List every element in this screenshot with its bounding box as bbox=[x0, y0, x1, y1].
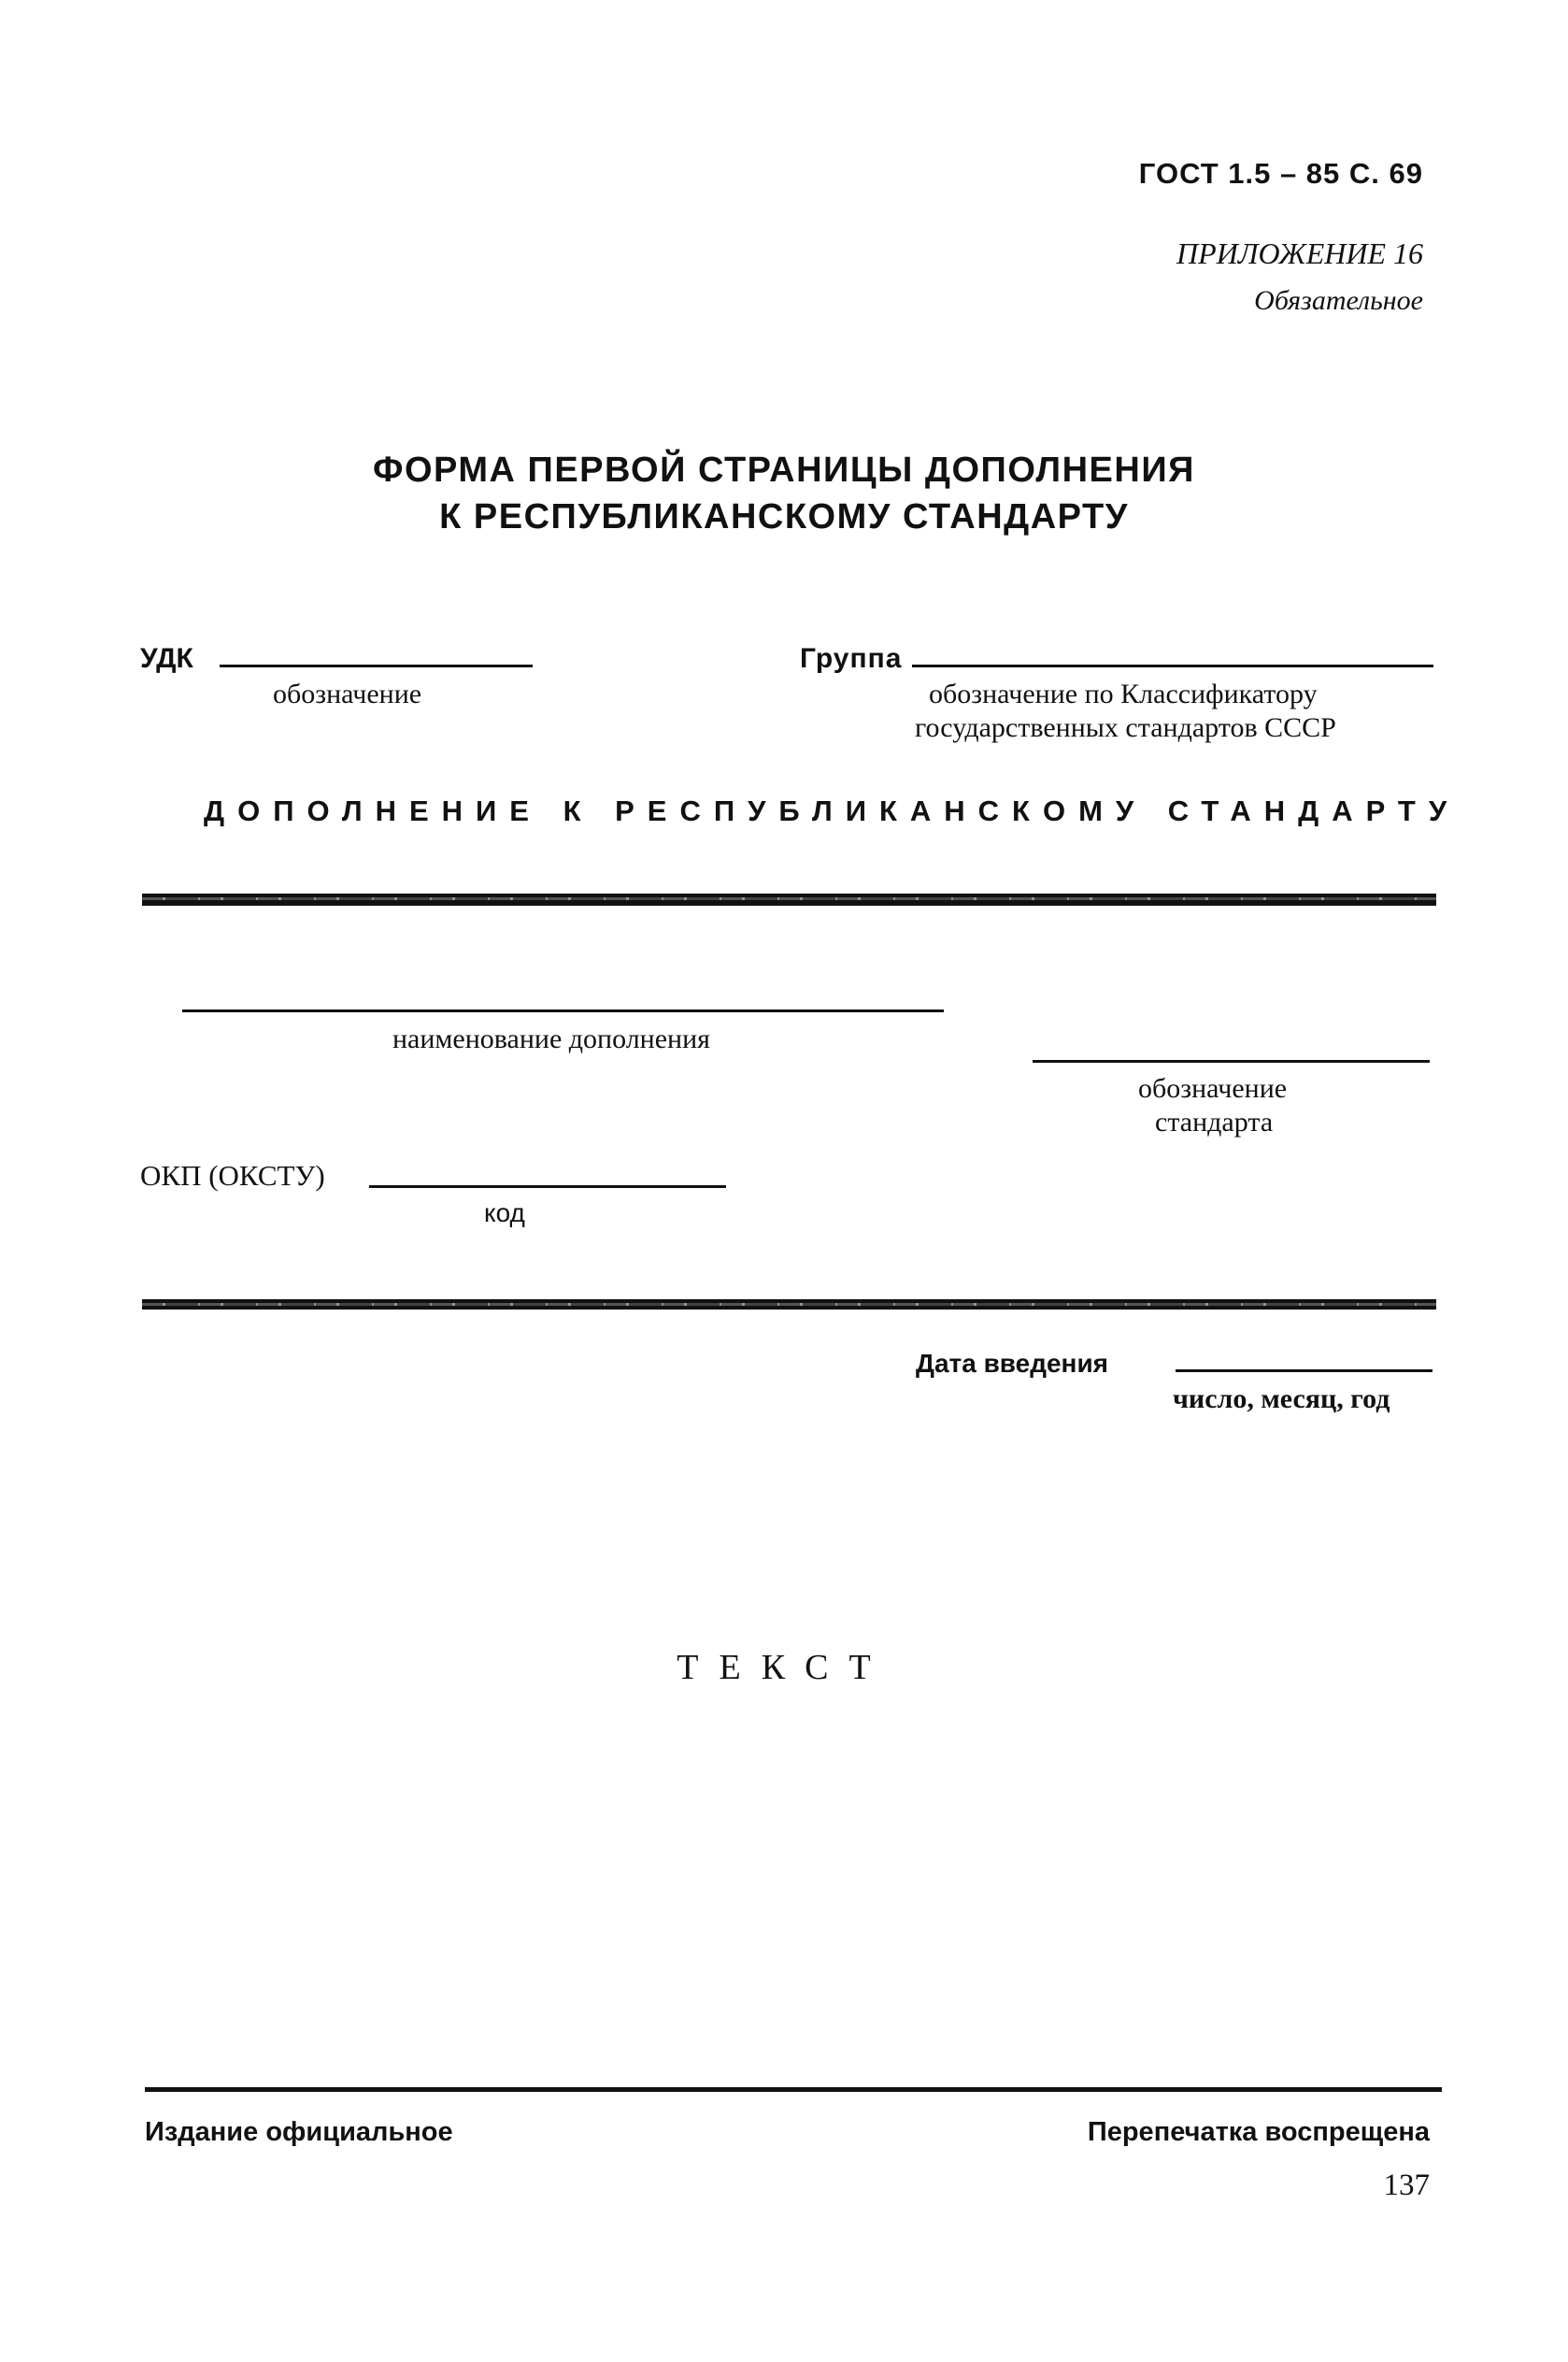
group-label: Группа bbox=[800, 643, 903, 674]
udk-field-line bbox=[220, 665, 533, 667]
page-number: 137 bbox=[1383, 2169, 1430, 2202]
thick-divider-top bbox=[142, 894, 1436, 906]
supplement-heading: ДОПОЛНЕНИЕ К РЕСПУБЛИКАНСКОМУ СТАНДАРТУ bbox=[204, 794, 1461, 827]
body-text-placeholder: ТЕКСТ bbox=[677, 1648, 891, 1687]
okp-field-line bbox=[369, 1185, 726, 1188]
udk-caption: обозначение bbox=[273, 679, 422, 709]
standard-designation-field-line bbox=[1033, 1060, 1430, 1063]
group-caption-line-2: государственных стандартов СССР bbox=[915, 712, 1336, 743]
okp-caption: код bbox=[484, 1198, 525, 1227]
standard-designation-caption-line-1: обозначение bbox=[1138, 1073, 1288, 1104]
effective-date-label: Дата введения bbox=[916, 1349, 1109, 1378]
standard-designation-caption-line-2: стандарта bbox=[1155, 1107, 1274, 1138]
group-field-line bbox=[912, 665, 1433, 667]
okp-label: ОКП (ОКСТУ) bbox=[140, 1159, 325, 1192]
footer-official-edition: Издание официальное bbox=[145, 2117, 453, 2147]
footer-reprint-prohibited: Перепечатка воспрещена bbox=[1087, 2117, 1430, 2147]
appendix-number: ПРИЛОЖЕНИЕ 16 bbox=[1176, 236, 1423, 270]
page-title-line-1: ФОРМА ПЕРВОЙ СТРАНИЦЫ ДОПОЛНЕНИЯ bbox=[373, 451, 1195, 490]
supplement-name-caption: наименование дополнения bbox=[392, 1024, 710, 1054]
page-title-line-2: К РЕСПУБЛИКАНСКОМУ СТАНДАРТУ bbox=[439, 497, 1129, 537]
footer-divider bbox=[145, 2087, 1442, 2092]
gost-reference: ГОСТ 1.5 – 85 С. 69 bbox=[1138, 157, 1423, 190]
effective-date-caption: число, месяц, год bbox=[1173, 1383, 1390, 1414]
thick-divider-bottom bbox=[142, 1299, 1436, 1310]
effective-date-field-line bbox=[1176, 1369, 1433, 1372]
appendix-status: Обязательное bbox=[1254, 285, 1423, 316]
group-caption-line-1: обозначение по Классификатору bbox=[929, 679, 1318, 709]
udk-label: УДК bbox=[140, 643, 193, 674]
supplement-name-field-line bbox=[182, 1009, 944, 1012]
